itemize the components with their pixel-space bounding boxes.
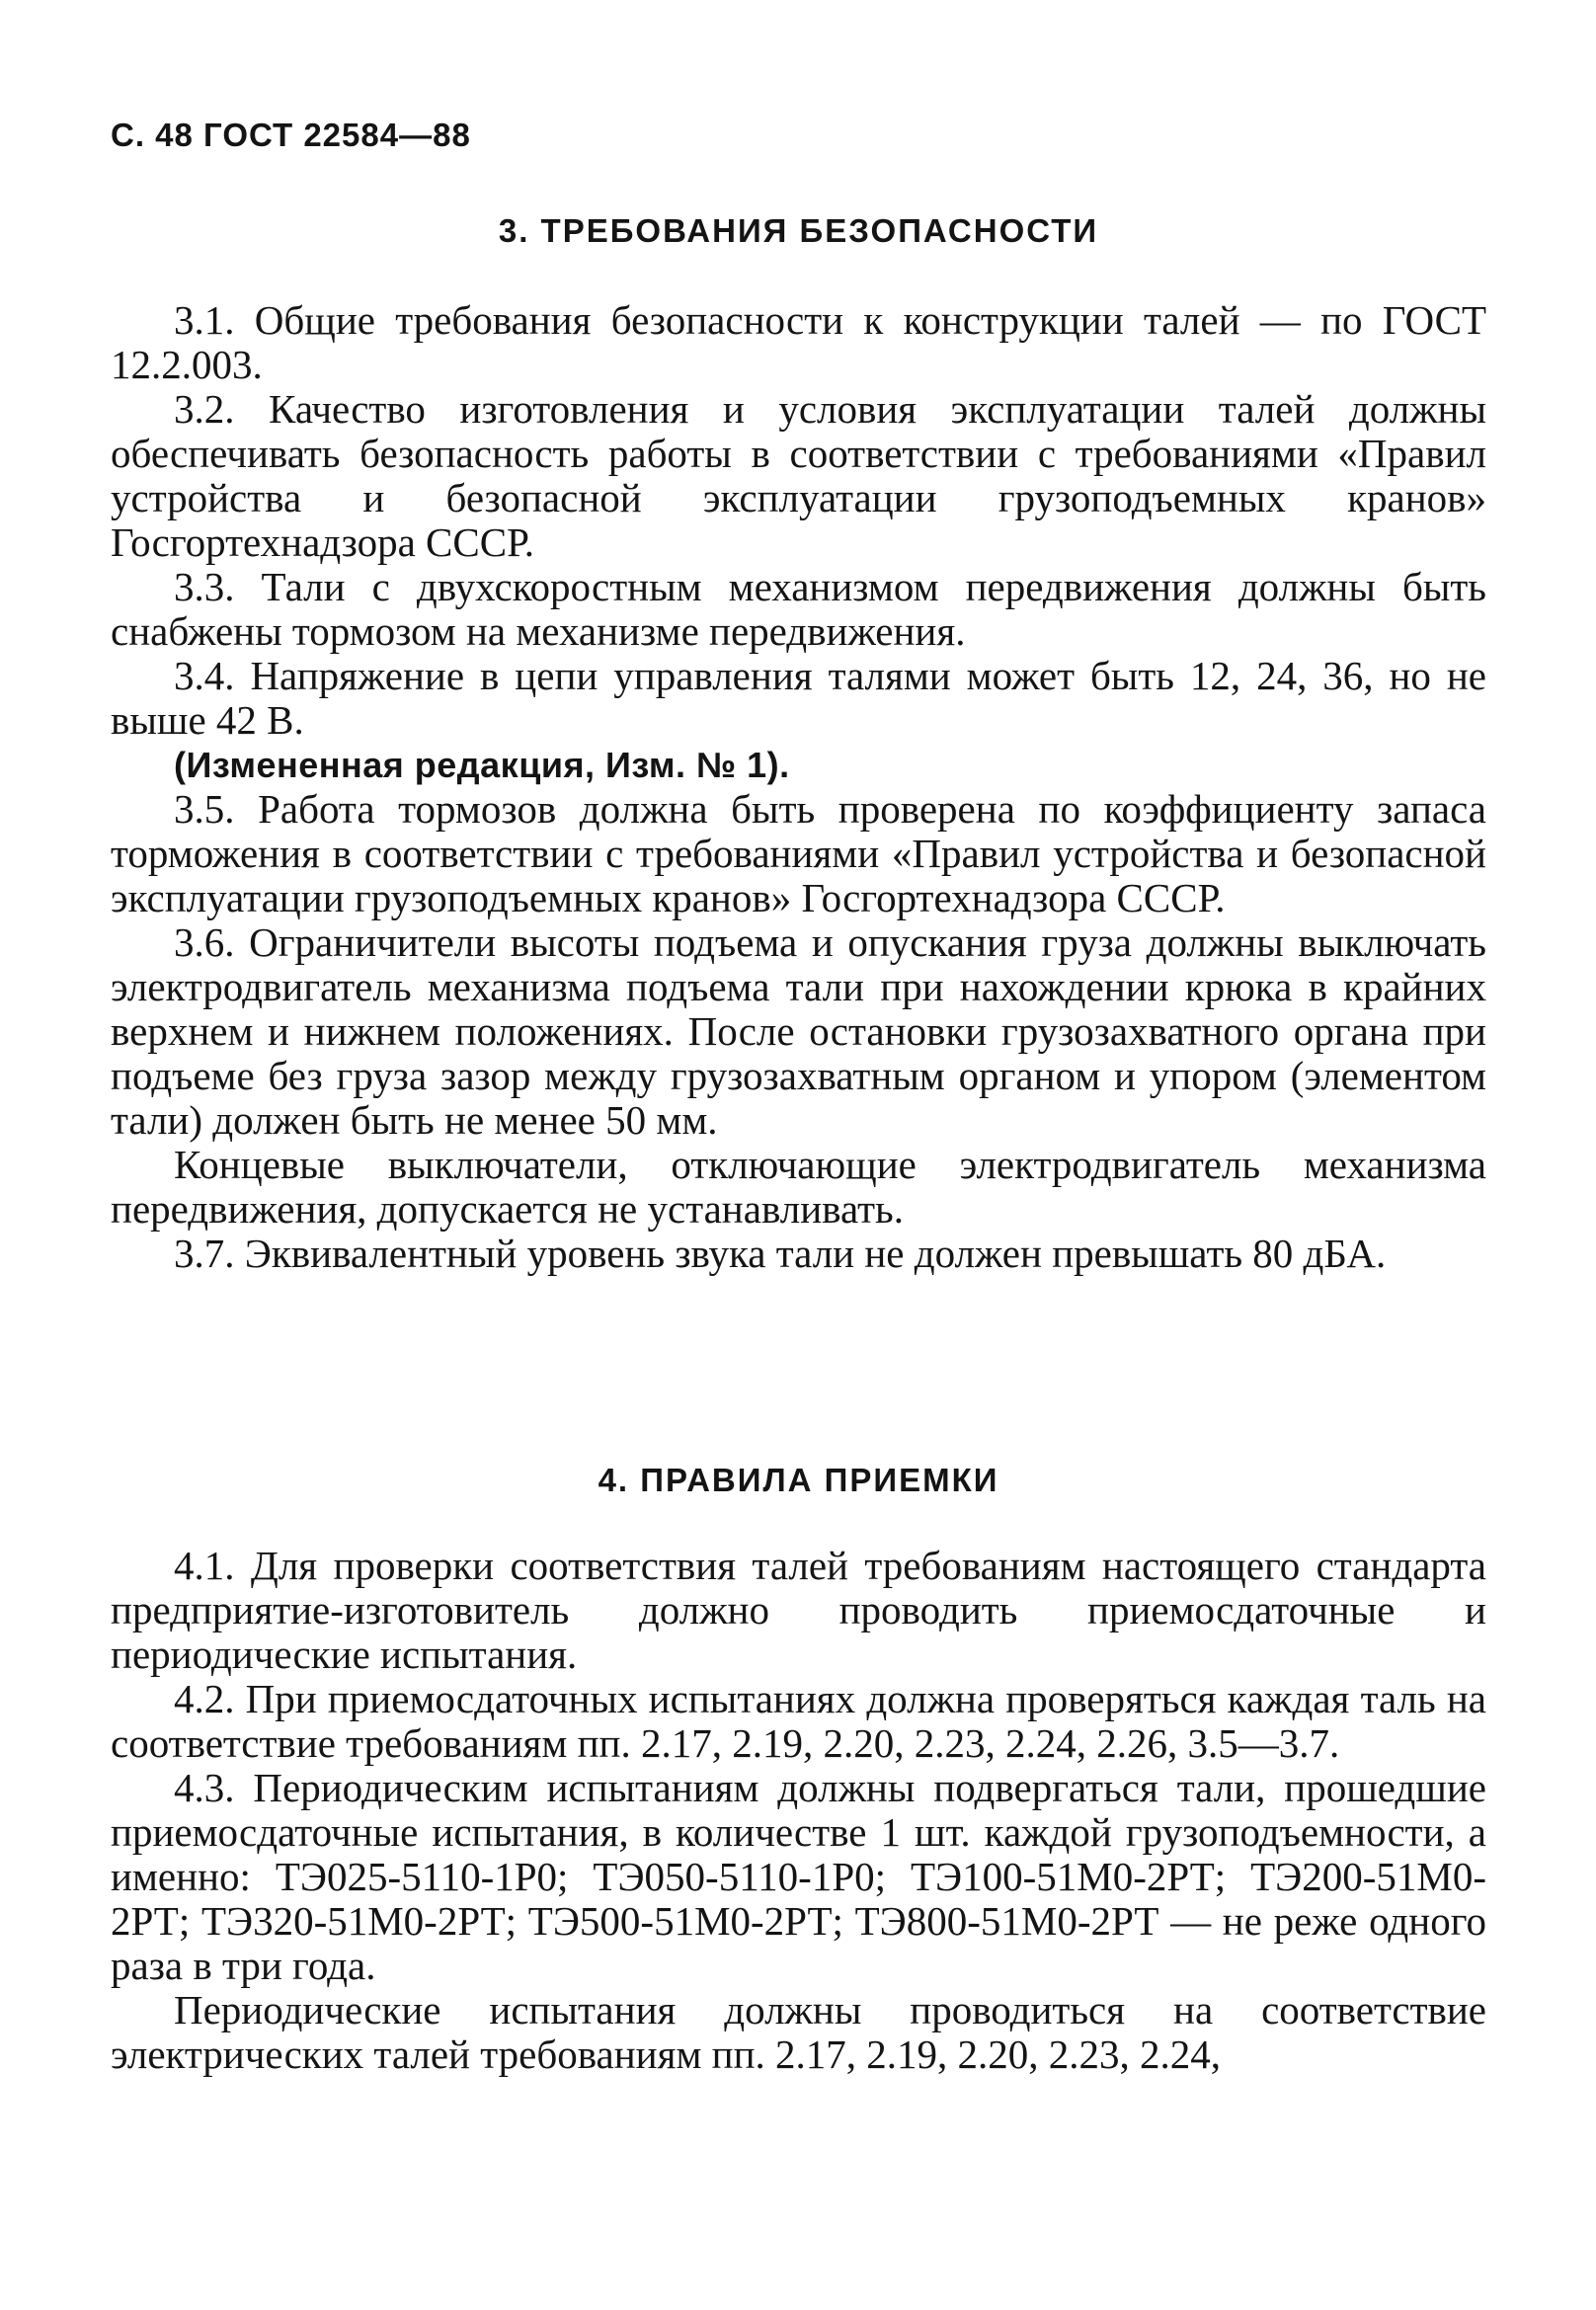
clause-3-7: 3.7. Эквивалентный уровень звука тали не должен превышать 80 дБА.	[174, 1231, 1387, 1276]
clause-3-5: 3.5. Работа тормозов должна быть проверена по коэффициенту запаса торможения в соответствии с требованиями «Правил устройства и безопасной эксплуатации грузоподъемных кранов» Госгортехнадзора СССР.	[111, 786, 1486, 920]
section-3-heading: 3. ТРЕБОВАНИЯ БЕЗОПАСНОСТИ	[498, 212, 1099, 249]
clause-4-2: 4.2. При приемосдаточных испытаниях должна проверяться каждая таль на соответствие требованиям пп. 2.17, 2.19, 2.20, 2.23, 2.24, 2.26, 3.5—3.7.	[111, 1676, 1486, 1766]
clause-4-3: 4.3. Периодическим испытаниям должны подвергаться тали, прошедшие приемосдаточные испытания, в количестве 1 шт. каждой грузоподъемности, а именно: ТЭ025-5110-1Р0; ТЭ050-5110-1Р0; ТЭ100-51М0-2РТ; ТЭ200-51М0-2РТ; ТЭ320-51М0-2РТ; ТЭ500-51М0-2РТ; ТЭ800-51М0-2РТ — не реже одного раза в три года.	[111, 1765, 1486, 1988]
clause-3-6-limit-switches: Концевые выключатели, отключающие электродвигатель механизма передвижения, допускается не устанавливать.	[111, 1142, 1486, 1232]
clause-3-1: 3.1. Общие требования безопасности к конструкции талей — по ГОСТ 12.2.003.	[111, 297, 1486, 387]
clause-3-3: 3.3. Тали с двухскоростным механизмом передвижения должны быть снабжены тормозом на механизме передвижения.	[111, 564, 1486, 654]
clause-4-1: 4.1. Для проверки соответствия талей требованиям настоящего стандарта предприятие-изготовитель должно проводить приемосдаточные и периодические испытания.	[111, 1543, 1486, 1677]
clause-4-3-periodic-tests: Периодические испытания должны проводиться на соответствие электрических талей требованиям пп. 2.17, 2.19, 2.20, 2.23, 2.24,	[111, 1987, 1486, 2077]
section-4-heading: 4. ПРАВИЛА ПРИЕМКИ	[598, 1462, 999, 1498]
clause-3-6: 3.6. Ограничители высоты подъема и опускания груза должны выключать электродвигатель механизма подъема тали при нахождении крюка в крайних верхнем и нижнем положениях. После остановки грузозахватного органа при подъеме без груза зазор между грузозахватным органом и упором (элементом тали) должен быть не менее 50 мм.	[111, 919, 1486, 1143]
section-4-body	[111, 1544, 1486, 2077]
section-3-body	[111, 298, 1486, 1276]
clause-3-4: 3.4. Напряжение в цепи управления талями может быть 12, 24, 36, но не выше 42 В.	[111, 653, 1486, 743]
amendment-note: (Измененная редакция, Изм. № 1).	[174, 745, 790, 785]
clause-3-2: 3.2. Качество изготовления и условия эксплуатации талей должны обеспечивать безопасность работы в соответствии с требованиями «Правил устройства и безопасной эксплуатации грузоподъемных кранов» Госгортехнадзора СССР.	[111, 386, 1486, 565]
page-header: С. 48 ГОСТ 22584—88	[111, 117, 471, 153]
